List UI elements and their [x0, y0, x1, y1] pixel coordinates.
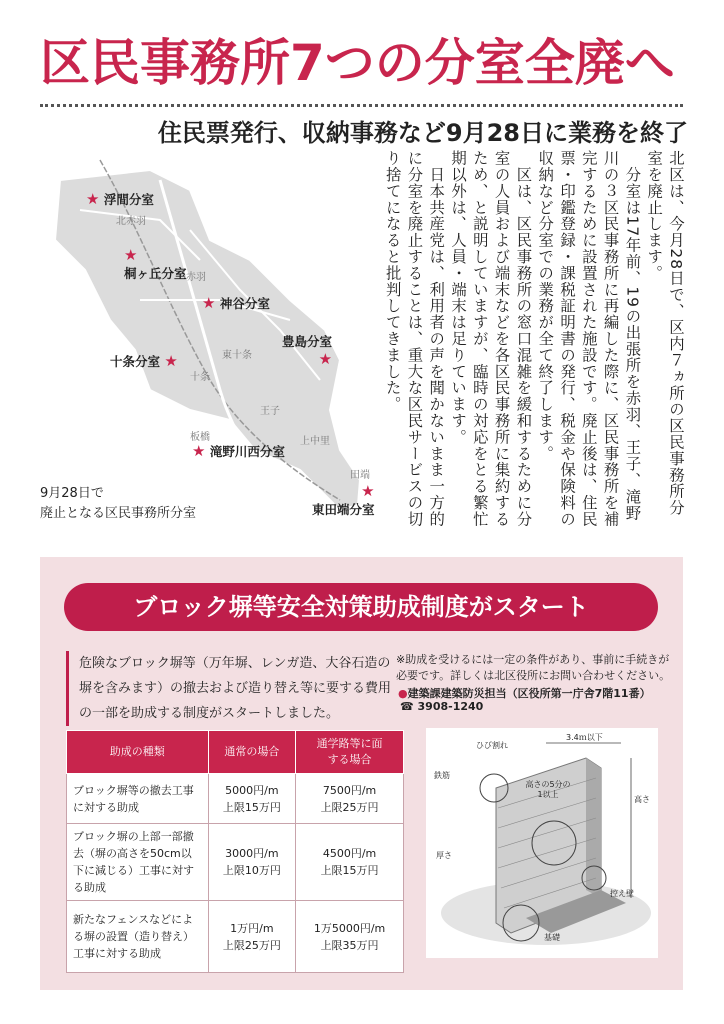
dotted-divider: [40, 104, 683, 107]
star-icon: ★: [164, 352, 178, 370]
diagram-label: 基礎: [544, 933, 560, 942]
table-header: 通常の場合: [208, 731, 296, 774]
page-subtitle: 住民票発行、収納事務など9月28日に業務を終了: [157, 119, 688, 147]
article-paragraph: 分室は17年前、19の出張所を赤羽、王子、滝野川の３区民事務所に再編した際に、区民事務所を補完するために設置された施設です。廃止後は、住民票・印鑑登録・課税証明書の発行、税金や保険料の収納など分室での業務が全て終了します。: [536, 150, 642, 528]
star-icon: ★: [202, 294, 216, 312]
place-label: 東十条: [222, 350, 252, 361]
star-icon: ★: [124, 246, 138, 264]
table-cell: ブロック塀の上部一部撤去（塀の高さを50cm以下に減じる）工事に対する助成: [67, 824, 209, 901]
program-note: ※助成を受けるには一定の条件があり、事前に手続きが必要です。詳しくは北区役所にお問い合わせください。: [396, 653, 671, 682]
star-icon: ★: [361, 482, 375, 500]
table-cell: 1万5000円/m 上限35万円: [296, 901, 404, 973]
place-label: 板橋: [190, 432, 210, 443]
table-row: [67, 901, 404, 973]
wall-illustration: [426, 728, 658, 958]
table-row: [67, 774, 404, 824]
article-paragraph: 区は、区民事務所の窓口混雑を緩和するために分室の人員および端末などを各区民事務所に集約するため、と説明していますが、臨時の対応をとる繁忙期以外は、人員・端末は足りています。: [449, 150, 533, 528]
place-label: 田端: [350, 470, 370, 481]
diagram-label: 高さ: [634, 795, 650, 804]
article-text: [381, 150, 686, 528]
subsidy-table: [66, 730, 404, 973]
place-label: 赤羽: [186, 272, 206, 283]
branch-marker: ★ 桐ヶ丘分室: [124, 246, 187, 281]
diagram-label: 高さの5分の1以上: [525, 780, 571, 799]
bullet-icon: ●: [398, 687, 408, 700]
page-title: 区民事務所7つの分室全廃へ: [40, 34, 675, 92]
block-wall-diagram: [426, 728, 658, 958]
place-label: 王子: [260, 406, 280, 417]
article-paragraph: 北区は、今月28日で、区内７ヵ所の区民事務所分室を廃止します。: [645, 150, 685, 516]
diagram-label: 控え壁: [610, 889, 634, 898]
table-cell: 1万円/m 上限25万円: [208, 901, 296, 973]
article-paragraph: 日本共産党は、利用者の声を聞かないまま一方的に分室を廃止することは、重大な区民サービスの切り捨てになると批判してきました。: [383, 150, 446, 528]
map-caption: 9月28日で 廃止となる区民事務所分室: [40, 486, 197, 521]
branch-marker: 豊島分室 ★: [282, 334, 333, 368]
contact-info: ●建築課建築防災担当（区役所第一庁舎7階11番）: [398, 687, 651, 700]
table-header: 通学路等に面する場合: [296, 731, 404, 774]
diagram-label: ひび割れ: [476, 741, 508, 750]
table-cell: 7500円/m 上限25万円: [296, 774, 404, 824]
diagram-label: 3.4ｍ以下: [566, 733, 603, 742]
table-row: [67, 824, 404, 901]
branch-marker: ★ 神谷分室: [202, 294, 270, 312]
branch-marker: ★ 浮間分室: [86, 190, 154, 208]
branch-marker: 十条分室 ★: [110, 352, 178, 370]
district-map: [40, 150, 390, 540]
table-cell: 4500円/m 上限15万円: [296, 824, 404, 901]
table-cell: 新たなフェンスなどによる塀の設置（造り替え）工事に対する助成: [67, 901, 209, 973]
article-body: [354, 150, 686, 530]
star-icon: ★: [318, 350, 333, 368]
table-header-row: [67, 731, 404, 774]
table-cell: 3000円/m 上限10万円: [208, 824, 296, 901]
branch-marker: ★ 滝野川西分室: [192, 442, 285, 460]
table-cell: 5000円/m 上限15万円: [208, 774, 296, 824]
diagram-label: 鉄筋: [434, 771, 450, 780]
branch-marker: ★ 東田端分室: [312, 482, 375, 517]
star-icon: ★: [192, 442, 206, 460]
star-icon: ★: [86, 190, 100, 208]
contact-phone: ☎ 3908-1240: [400, 700, 484, 713]
place-label: 上中里: [300, 436, 330, 447]
place-label: 十条: [190, 372, 210, 383]
place-label: 北赤羽: [116, 216, 146, 227]
table-header: 助成の種類: [67, 731, 209, 774]
table-cell: ブロック塀等の撤去工事に対する助成: [67, 774, 209, 824]
program-intro: 危険なブロック塀等（万年塀、レンガ造、大谷石造の塀を含みます）の撤去および造り替え等に要する費用の一部を助成する制度がスタートしました。: [66, 651, 391, 726]
diagram-label: 厚さ: [436, 851, 452, 860]
program-banner: ブロック塀等安全対策助成制度がスタート: [64, 583, 658, 631]
